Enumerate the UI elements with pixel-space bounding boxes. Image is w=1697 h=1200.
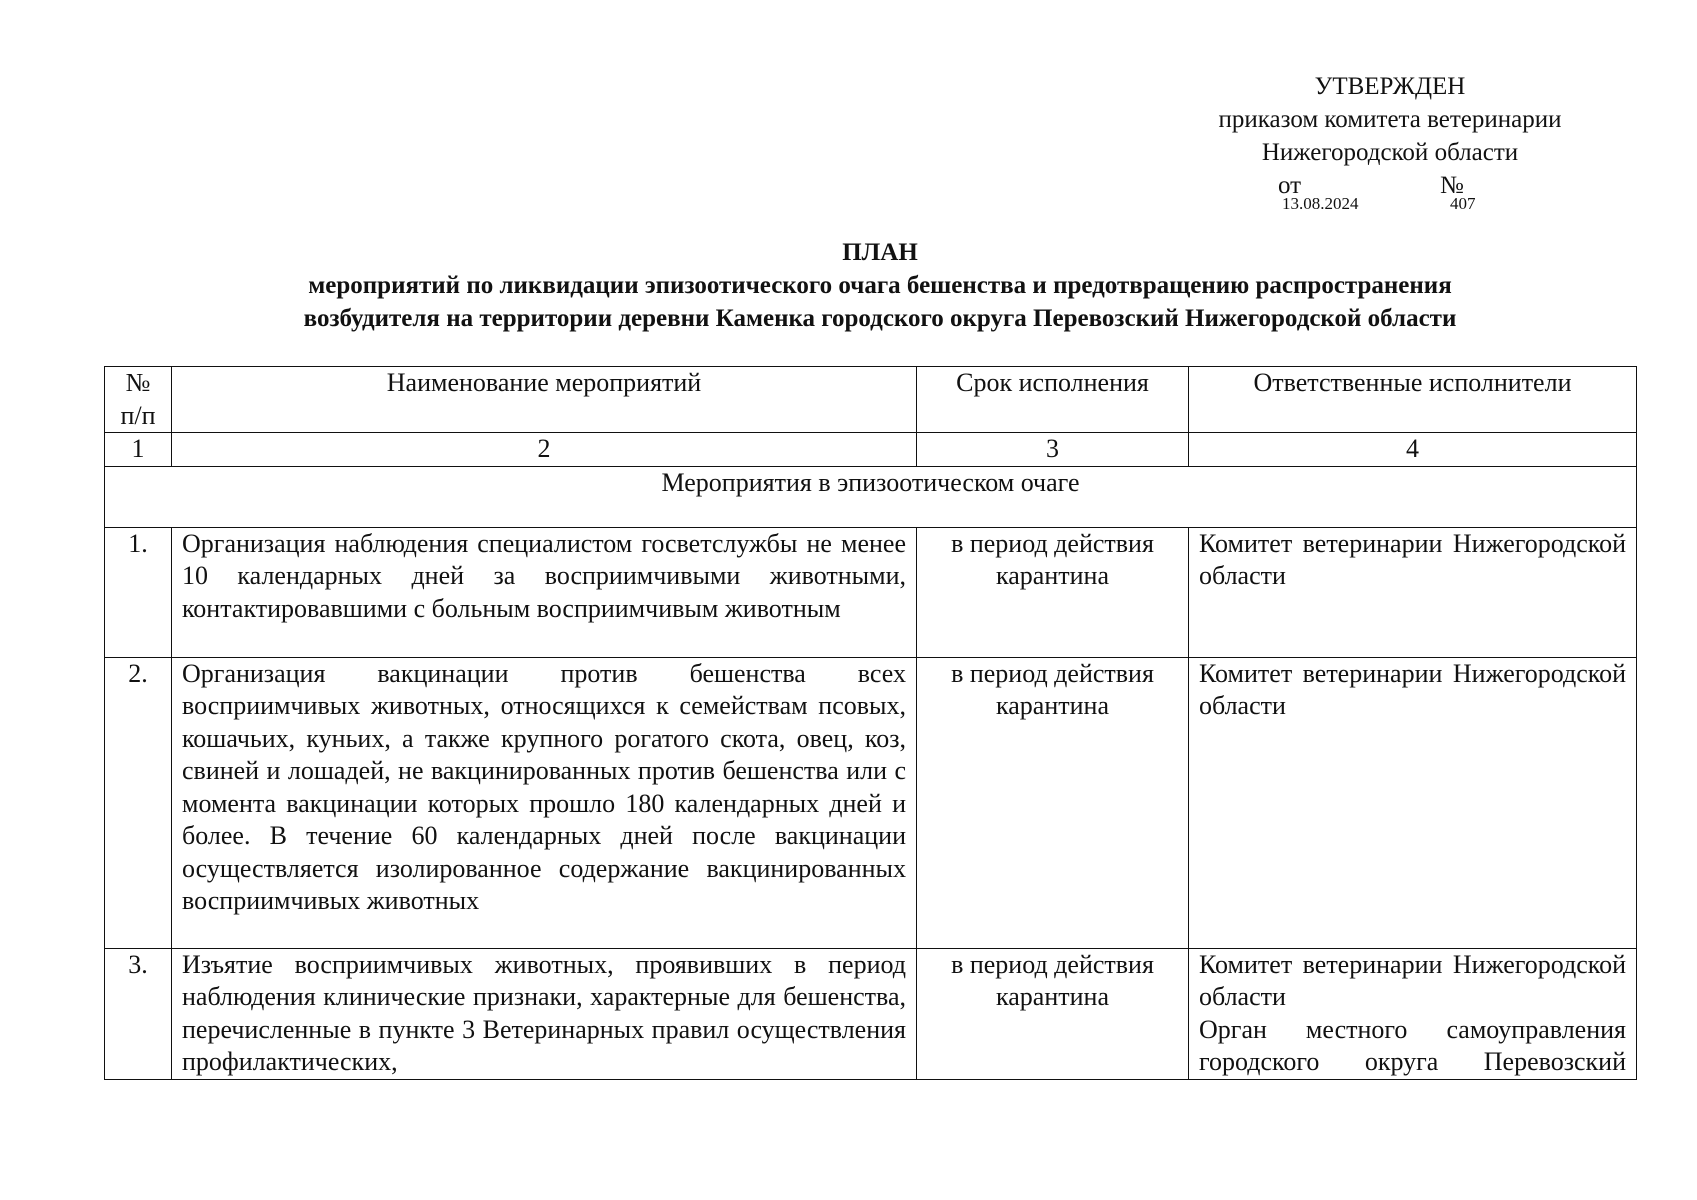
header-term: Срок исполнения <box>917 367 1189 433</box>
title-heading: ПЛАН <box>842 239 918 266</box>
responsible-line: Комитет ветеринарии Нижегородской области <box>1199 528 1626 590</box>
row-term: в период действия карантина <box>917 948 1189 1079</box>
approval-block <box>1160 70 1620 213</box>
title-line-2: возбудителя на территории деревни Каменка городского округа Перевозский Нижегородской области <box>303 305 1457 332</box>
row-term: в период действия карантина <box>917 527 1189 657</box>
row-number: 3. <box>105 948 172 1079</box>
column-number: 2 <box>172 433 917 467</box>
table-row <box>105 527 1637 657</box>
row-measure: Изъятие восприимчивых животных, проявивших в период наблюдения клинические признаки, характерные для бешенства, перечисленные в пункте 3 Ветеринарных правил осуществления профилактических, <box>172 948 917 1079</box>
row-number: 2. <box>105 657 172 948</box>
from-label: от <box>1278 172 1302 199</box>
row-number: 1. <box>105 527 172 657</box>
section-row <box>105 466 1637 527</box>
approval-date-number-line <box>1160 169 1620 213</box>
table-header-row <box>105 367 1637 433</box>
document-title <box>100 236 1660 335</box>
responsible-line: Комитет ветеринарии Нижегородской области <box>1199 658 1626 720</box>
row-responsible <box>1189 527 1637 657</box>
row-term: в период действия карантина <box>917 657 1189 948</box>
row-responsible <box>1189 657 1637 948</box>
header-number: № п/п <box>105 367 172 433</box>
row-responsible <box>1189 948 1637 1079</box>
row-measure: Организация вакцинации против бешенства всех восприимчивых животных, относящихся к семействам псовых, кошачьих, куньих, а также крупного рогатого скота, овец, коз, свиней и лошадей, не вакцинированных против бешенства или с момента вакцинации которых прошло 180 календарных дней и более. В течение 60 календарных дней после вакцинации осуществляется изолированное содержание вакцинированных восприимчивых животных <box>172 657 917 948</box>
responsible-line: Орган местного самоуправления городского округа Перевозский <box>1199 1014 1626 1076</box>
approval-status: УТВЕРЖДЕН <box>1314 73 1466 100</box>
table-row <box>105 657 1637 948</box>
column-number: 1 <box>105 433 172 467</box>
order-date: 13.08.2024 <box>1282 194 1359 213</box>
table-row <box>105 948 1637 1079</box>
plan-table <box>104 366 1637 1080</box>
approval-line-2: Нижегородской области <box>1261 139 1519 166</box>
order-number: 407 <box>1450 194 1476 213</box>
header-responsible: Ответственные исполнители <box>1189 367 1637 433</box>
number-label: № <box>1440 172 1464 199</box>
header-name: Наименование мероприятий <box>172 367 917 433</box>
column-number-row <box>105 433 1637 467</box>
approval-line-1: приказом комитета ветеринарии <box>1218 106 1562 133</box>
column-number: 4 <box>1189 433 1637 467</box>
row-measure: Организация наблюдения специалистом госветслужбы не менее 10 календарных дней за восприимчивыми животными, контактировавшими с больным восприимчивым животным <box>172 527 917 657</box>
title-line-1: мероприятий по ликвидации эпизоотического очага бешенства и предотвращению распространения <box>308 272 1452 299</box>
column-number: 3 <box>917 433 1189 467</box>
responsible-line: Комитет ветеринарии Нижегородской области <box>1199 949 1626 1011</box>
section-title: Мероприятия в эпизоотическом очаге <box>105 466 1637 527</box>
